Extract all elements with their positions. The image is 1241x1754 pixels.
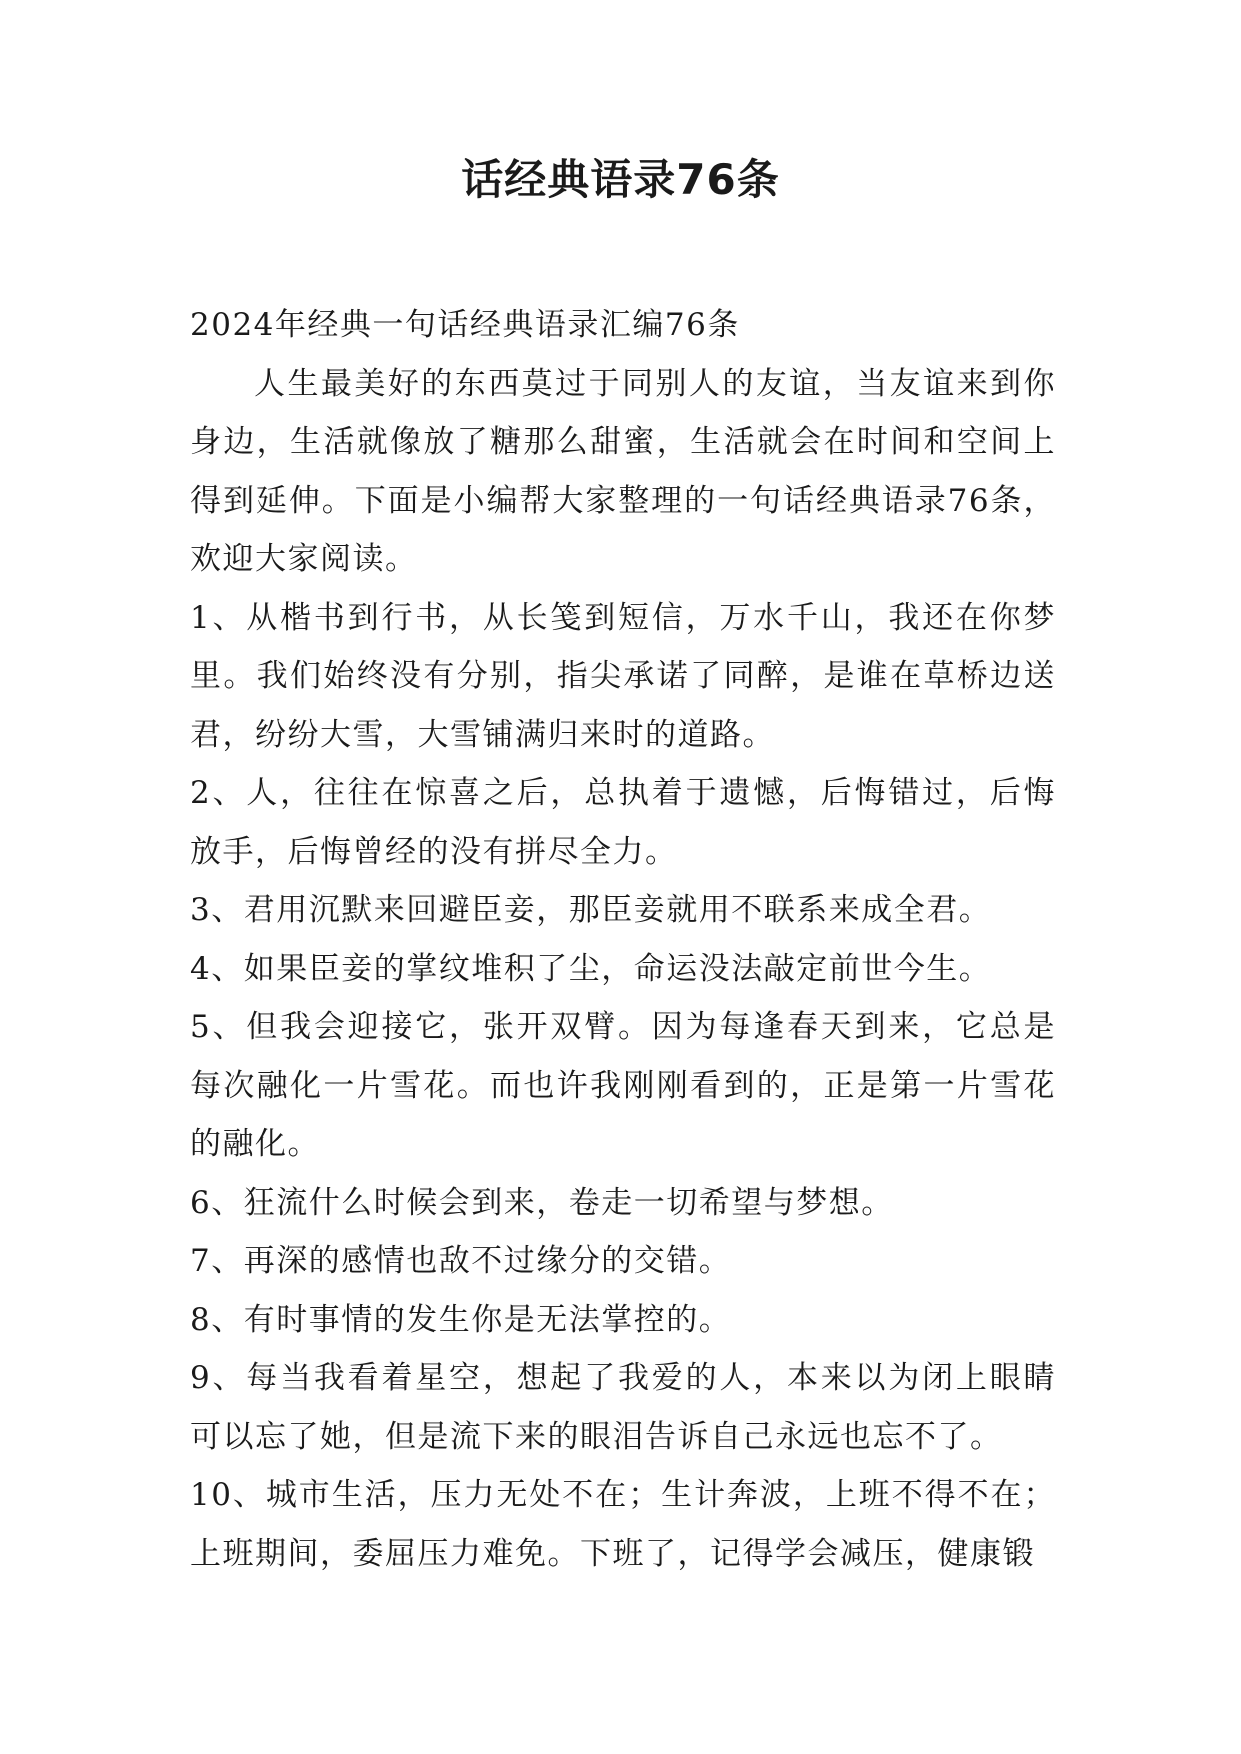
quote-item-9: 9、每当我看着星空，想起了我爱的人，本来以为闭上眼睛可以忘了她，但是流下来的眼泪告诉自己永远也忘不了。 [190,1360,1056,1455]
quote-item-6: 6、狂流什么时候会到来，卷走一切希望与梦想。 [190,1184,894,1221]
quote-item-8: 8、有时事情的发生你是无法掌控的。 [190,1301,732,1338]
quote-item-7: 7、再深的感情也敌不过缘分的交错。 [190,1243,732,1279]
quote-item-4: 4、如果臣妾的掌纹堆积了尘，命运没法敲定前世今生。 [190,950,992,987]
quote-item-5: 5、但我会迎接它，张开双臂。因为每逢春天到来，它总是每次融化一片雪花。而也许我刚刚看到的，正是第一片雪花的融化。 [190,1009,1056,1162]
quote-item-2: 2、人，往往在惊喜之后，总执着于遗憾，后悔错过，后悔放手，后悔曾经的没有拼尽全力。 [190,775,1056,870]
quote-item-10: 10、城市生活，压力无处不在；生计奔波，上班不得不在；上班期间，委屈压力难免。下班了，记得学会减压，健康锻 [190,1477,1056,1572]
document-subtitle: 2024年经典一句话经典语录汇编76条 [190,307,740,343]
document-title: 话经典语录76条 [461,155,780,204]
quote-item-3: 3、君用沉默来回避臣妾，那臣妾就用不联系来成全君。 [190,892,992,928]
quote-item-1: 1、从楷书到行书，从长笺到短信，万水千山，我还在你梦里。我们始终没有分别，指尖承诺了同醉，是谁在草桥边送君，纷纷大雪，大雪铺满归来时的道路。 [190,599,1056,753]
document-body [190,296,1056,1583]
intro-paragraph: 人生最美好的东西莫过于同别人的友谊，当友谊来到你身边，生活就像放了糖那么甜蜜，生活就会在时间和空间上得到延伸。下面是小编帮大家整理的一句话经典语录76条，欢迎大家阅读。 [190,365,1056,577]
